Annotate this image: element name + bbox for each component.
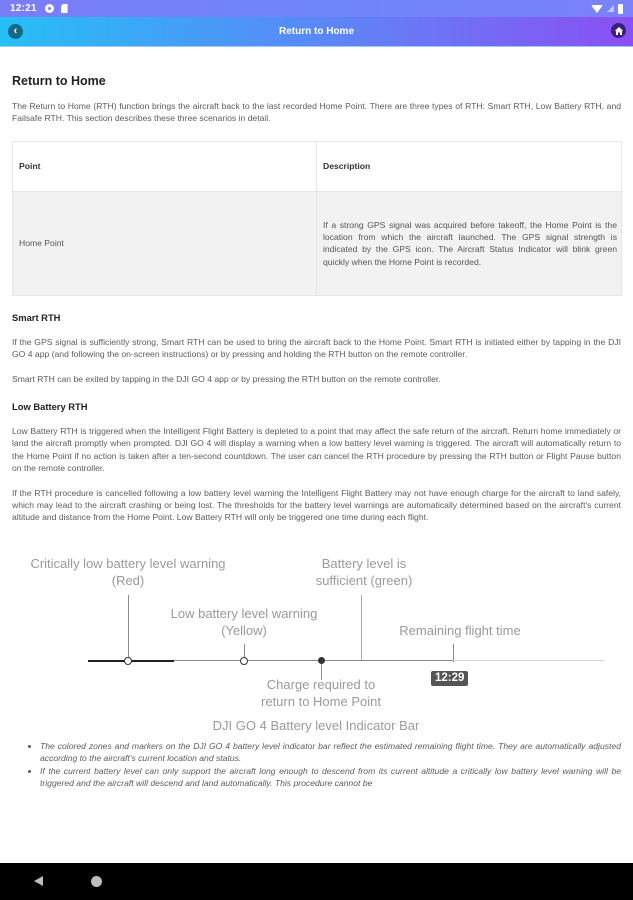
bar-filled-zone [174,660,453,661]
back-button[interactable] [8,24,23,39]
smart-rth-paragraph-2: Smart RTH can be exited by tapping in the DJI GO 4 app or by pressing the RTH button on the remote controller. [12,373,441,384]
charge-required-label-line1: Charge required to [266,676,376,692]
remaining-marker-line [453,644,454,662]
sufficient-label [304,555,424,589]
smart-rth-paragraph-1: If the GPS signal is sufficiently strong, Smart RTH can be used to bring the aircraft back to the Home Point. Smart RTH is initiated either by tapping in the DJI GO 4 app (and following the on-screen instructions) or by pressing and holding the RTH button on the remote controller. [12,336,621,360]
low-marker [240,657,248,665]
home-button[interactable] [611,23,626,38]
gear-icon [45,4,54,13]
low-battery-paragraph-1: Low Battery RTH is triggered when the Intelligent Flight Battery is depleted to a point that may affect the safe return of the aircraft. Return home immediately or land the aircraft promptly when prompted. DJI GO 4 will display a warning when a low battery level warning is triggered. The aircraft will automatically return to the Home Point if no action is taken after a ten-second countdown. The user can cancel the RTH procedure by pressing the RTH button or Flight Pause button on the remote controller. [12,426,621,474]
app-bar-title: Return to Home [279,26,354,37]
table-header-point: Point [13,141,317,191]
status-bar [0,0,633,17]
home-icon [614,26,624,36]
section-heading-smart-rth: Smart RTH [12,311,61,323]
critical-warning-label-line2: (Red) [111,572,145,588]
signal-icon [607,5,614,12]
status-time: 12:21 [10,3,37,14]
low-warning-label-line2: (Yellow) [221,622,267,638]
navigation-bar [0,863,633,900]
charge-marker [318,657,325,664]
intro-paragraph: The Return to Home (RTH) function brings the aircraft back to the last recorded Home Point. There are three types of RTH: Smart RTH, Low Battery RTH, and Failsafe RTH. This section describes these three scenarios in detail. [12,101,621,124]
section-heading-low-battery-rth: Low Battery RTH [12,401,88,413]
critical-marker [124,657,132,665]
note-item: • If the current battery level can only support the aircraft long enough to descend from its current altitude a critically low battery level warning will be triggered and the aircraft will descend and land automatically. This procedure cannot be [40,765,621,790]
chevron-left-icon: ‹ [13,25,18,37]
table-cell-description: If a strong GPS signal was acquired before takeoff, the Home Point is the location from which the aircraft launched. The GPS signal strength is indicated by the GPS icon. The Aircraft Status Indicator will blink green quickly when the Home Point is recorded. [317,191,622,295]
app-bar [0,17,633,47]
low-warning-label [162,605,326,639]
note-item: • The colored zones and markers on the DJI GO 4 battery level indicator bar reflect the estimated remaining flight time. They are automatically adjusted according to the aircraft's current location and status. [40,740,621,765]
battery-indicator-diagram [0,540,610,740]
sufficient-label-line1: Battery level is [321,555,407,571]
table-cell-point: Home Point [13,191,317,295]
battery-icon [618,4,623,14]
notes-list [28,740,621,790]
remaining-time-badge: 12:29 [431,671,468,686]
critical-warning-label-line1: Critically low battery level warning [30,555,226,571]
charge-required-label [254,676,388,710]
points-table [12,141,622,296]
critical-marker-line [128,595,129,661]
table-header-row [13,141,622,191]
bar-empty-zone [453,660,605,661]
sufficient-marker-line [361,595,362,661]
wifi-icon [591,5,603,13]
nav-back-icon[interactable] [34,876,43,886]
charge-required-label-line2: return to Home Point [261,693,381,709]
sufficient-label-line2: sufficient (green) [315,572,413,588]
critical-warning-label [22,555,234,589]
status-right-icons [591,4,623,14]
page-heading: Return to Home [12,74,106,88]
table-row [13,191,622,295]
remaining-flight-time-label: Remaining flight time [399,622,521,638]
low-battery-paragraph-2: If the RTH procedure is cancelled following a low battery level warning the Intelligent Flight Battery may not have enough charge for the aircraft to land safely, which may lead to the aircraft crashing or being lost. The thresholds for the battery level warnings are automatically determined based on the aircraft's current altitude and distance from the Home Point. Low Battery RTH will only be triggered one time during each flight. [12,487,621,523]
diagram-caption: DJI GO 4 Battery level Indicator Bar [212,717,420,733]
nav-home-icon[interactable] [91,876,102,887]
low-warning-label-line1: Low battery level warning [170,605,318,621]
table-header-description: Description [317,141,622,191]
sd-card-icon [61,4,68,13]
content-scroll[interactable] [0,48,633,863]
